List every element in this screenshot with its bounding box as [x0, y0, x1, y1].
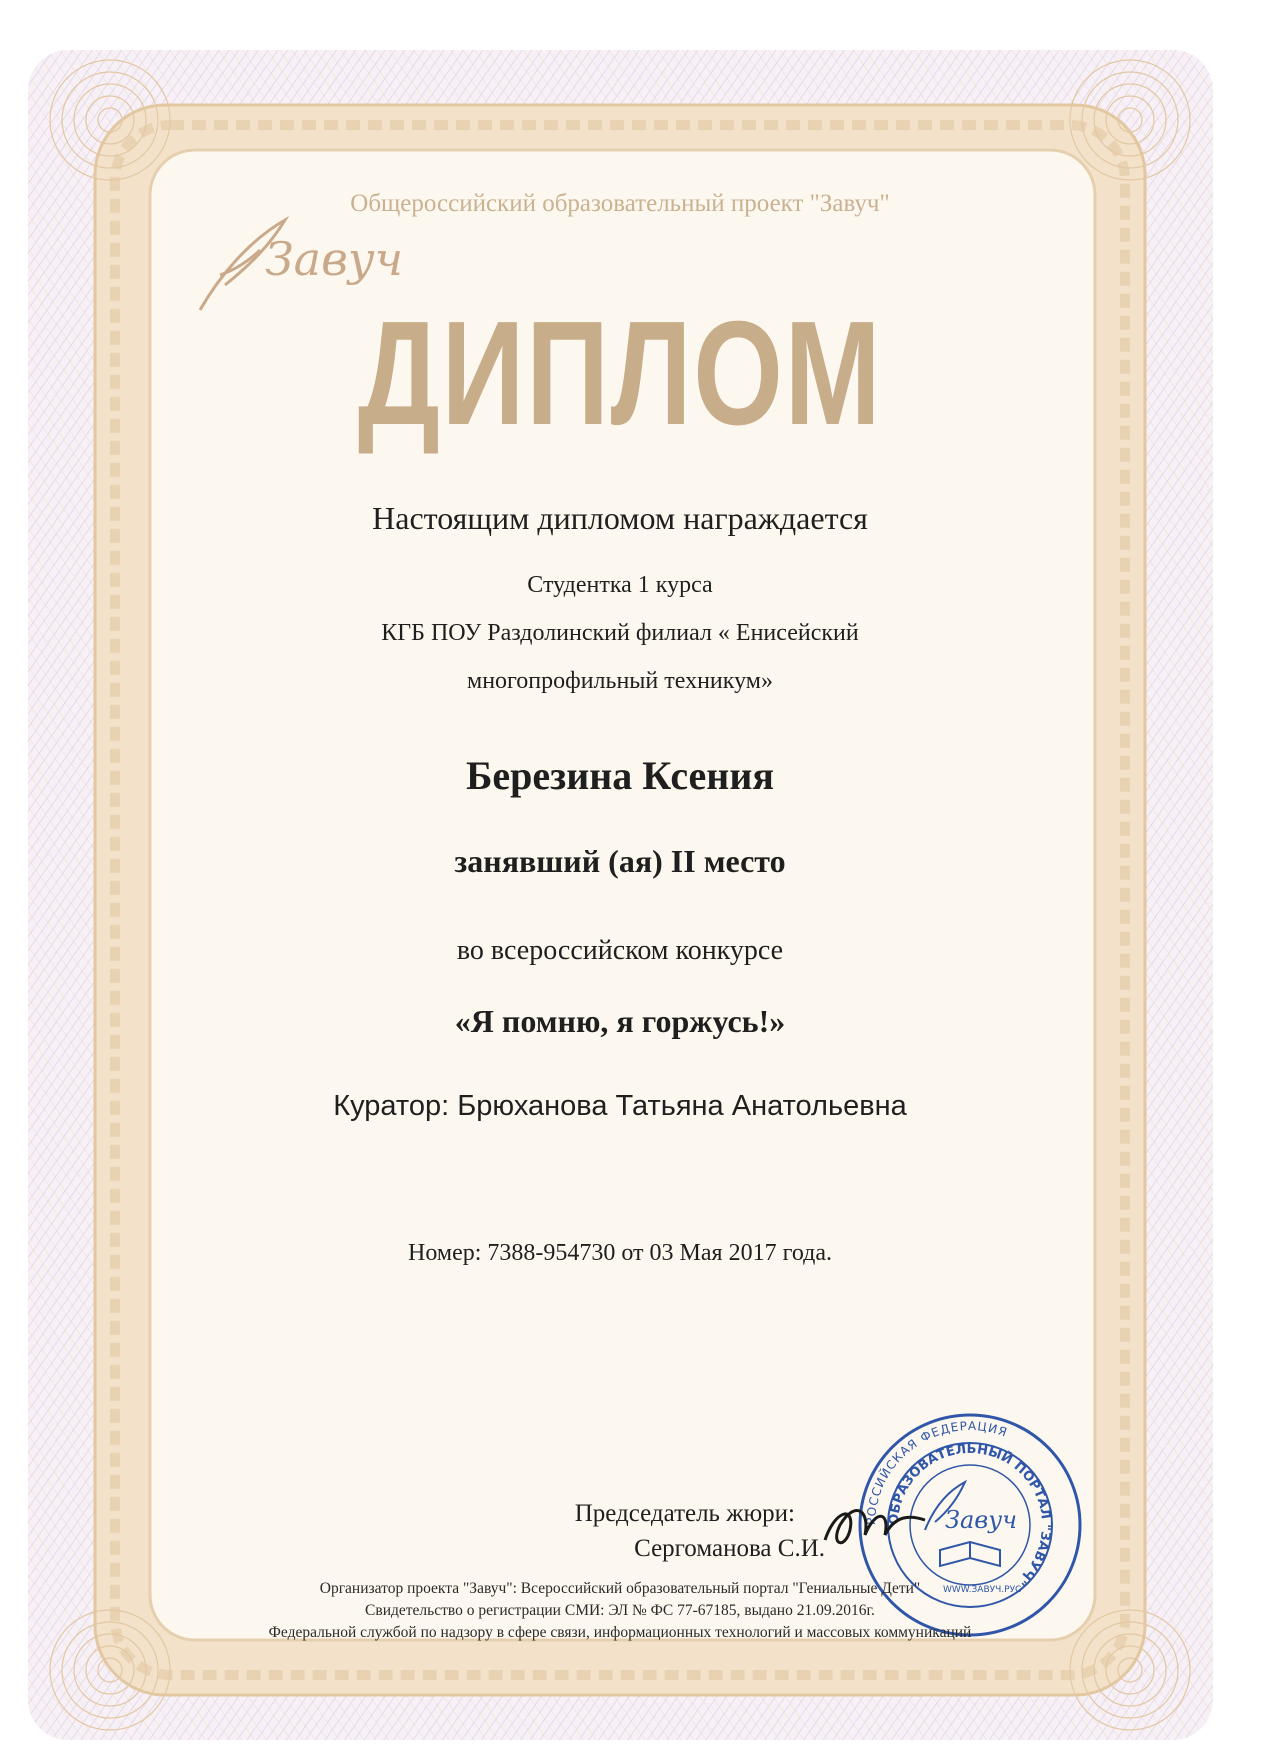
awarded-line: Настоящим дипломом награждается: [372, 500, 868, 536]
stamp-web-text: WWW.ЗАВУЧ.РУС: [943, 1585, 1022, 1595]
contest-name: «Я помню, я горжусь!»: [454, 1003, 786, 1039]
institution-line-1: КГБ ПОУ Раздолинский филиал « Енисейский: [381, 620, 859, 646]
diploma-title: ДИПЛОМ: [357, 291, 883, 456]
number-line: Номер: 7388-954730 от 03 Мая 2017 года.: [408, 1240, 832, 1266]
place-line: занявший (ая) II место: [454, 843, 786, 879]
stamp-inner-text: ОБРАЗОВАТЕЛЬНЫЙ ПОРТАЛ "ЗАВУЧ": [886, 1441, 1054, 1589]
student-course: Студентка 1 курса: [527, 572, 713, 598]
footer-authority: Федеральной службой по надзору в сфере связи, информационных технологий и массовых коммуникаций: [268, 1624, 972, 1641]
footer-registration: Свидетельство о регистрации СМИ: ЭЛ № ФС 77-67185, выдано 21.09.2016г.: [365, 1602, 875, 1619]
jury-signature: [815, 1490, 935, 1560]
project-title: Общероссийский образовательный проект "Завуч": [350, 190, 890, 217]
stamp-outer-text: РОССИЙСКАЯ ФЕДЕРАЦИЯ: [863, 1418, 1010, 1526]
jury-name: Сергоманова С.И.: [634, 1535, 825, 1562]
contest-intro: во всероссийском конкурсе: [456, 935, 784, 966]
stamp-center-text: Завуч: [945, 1506, 1018, 1534]
curator-line: Куратор: Брюханова Татьяна Анатольевна: [333, 1090, 907, 1122]
recipient-name: Березина Ксения: [465, 753, 775, 798]
footer-organizer: Организатор проекта "Завуч": Всероссийский образовательный портал "Гениальные Дети": [319, 1580, 921, 1597]
institution-line-2: многопрофильный техникум»: [467, 668, 773, 694]
logo-wordmark: Завуч: [265, 232, 404, 286]
stamp-book-icon: [940, 1542, 1000, 1566]
jury-title: Председатель жюри:: [574, 1500, 795, 1527]
